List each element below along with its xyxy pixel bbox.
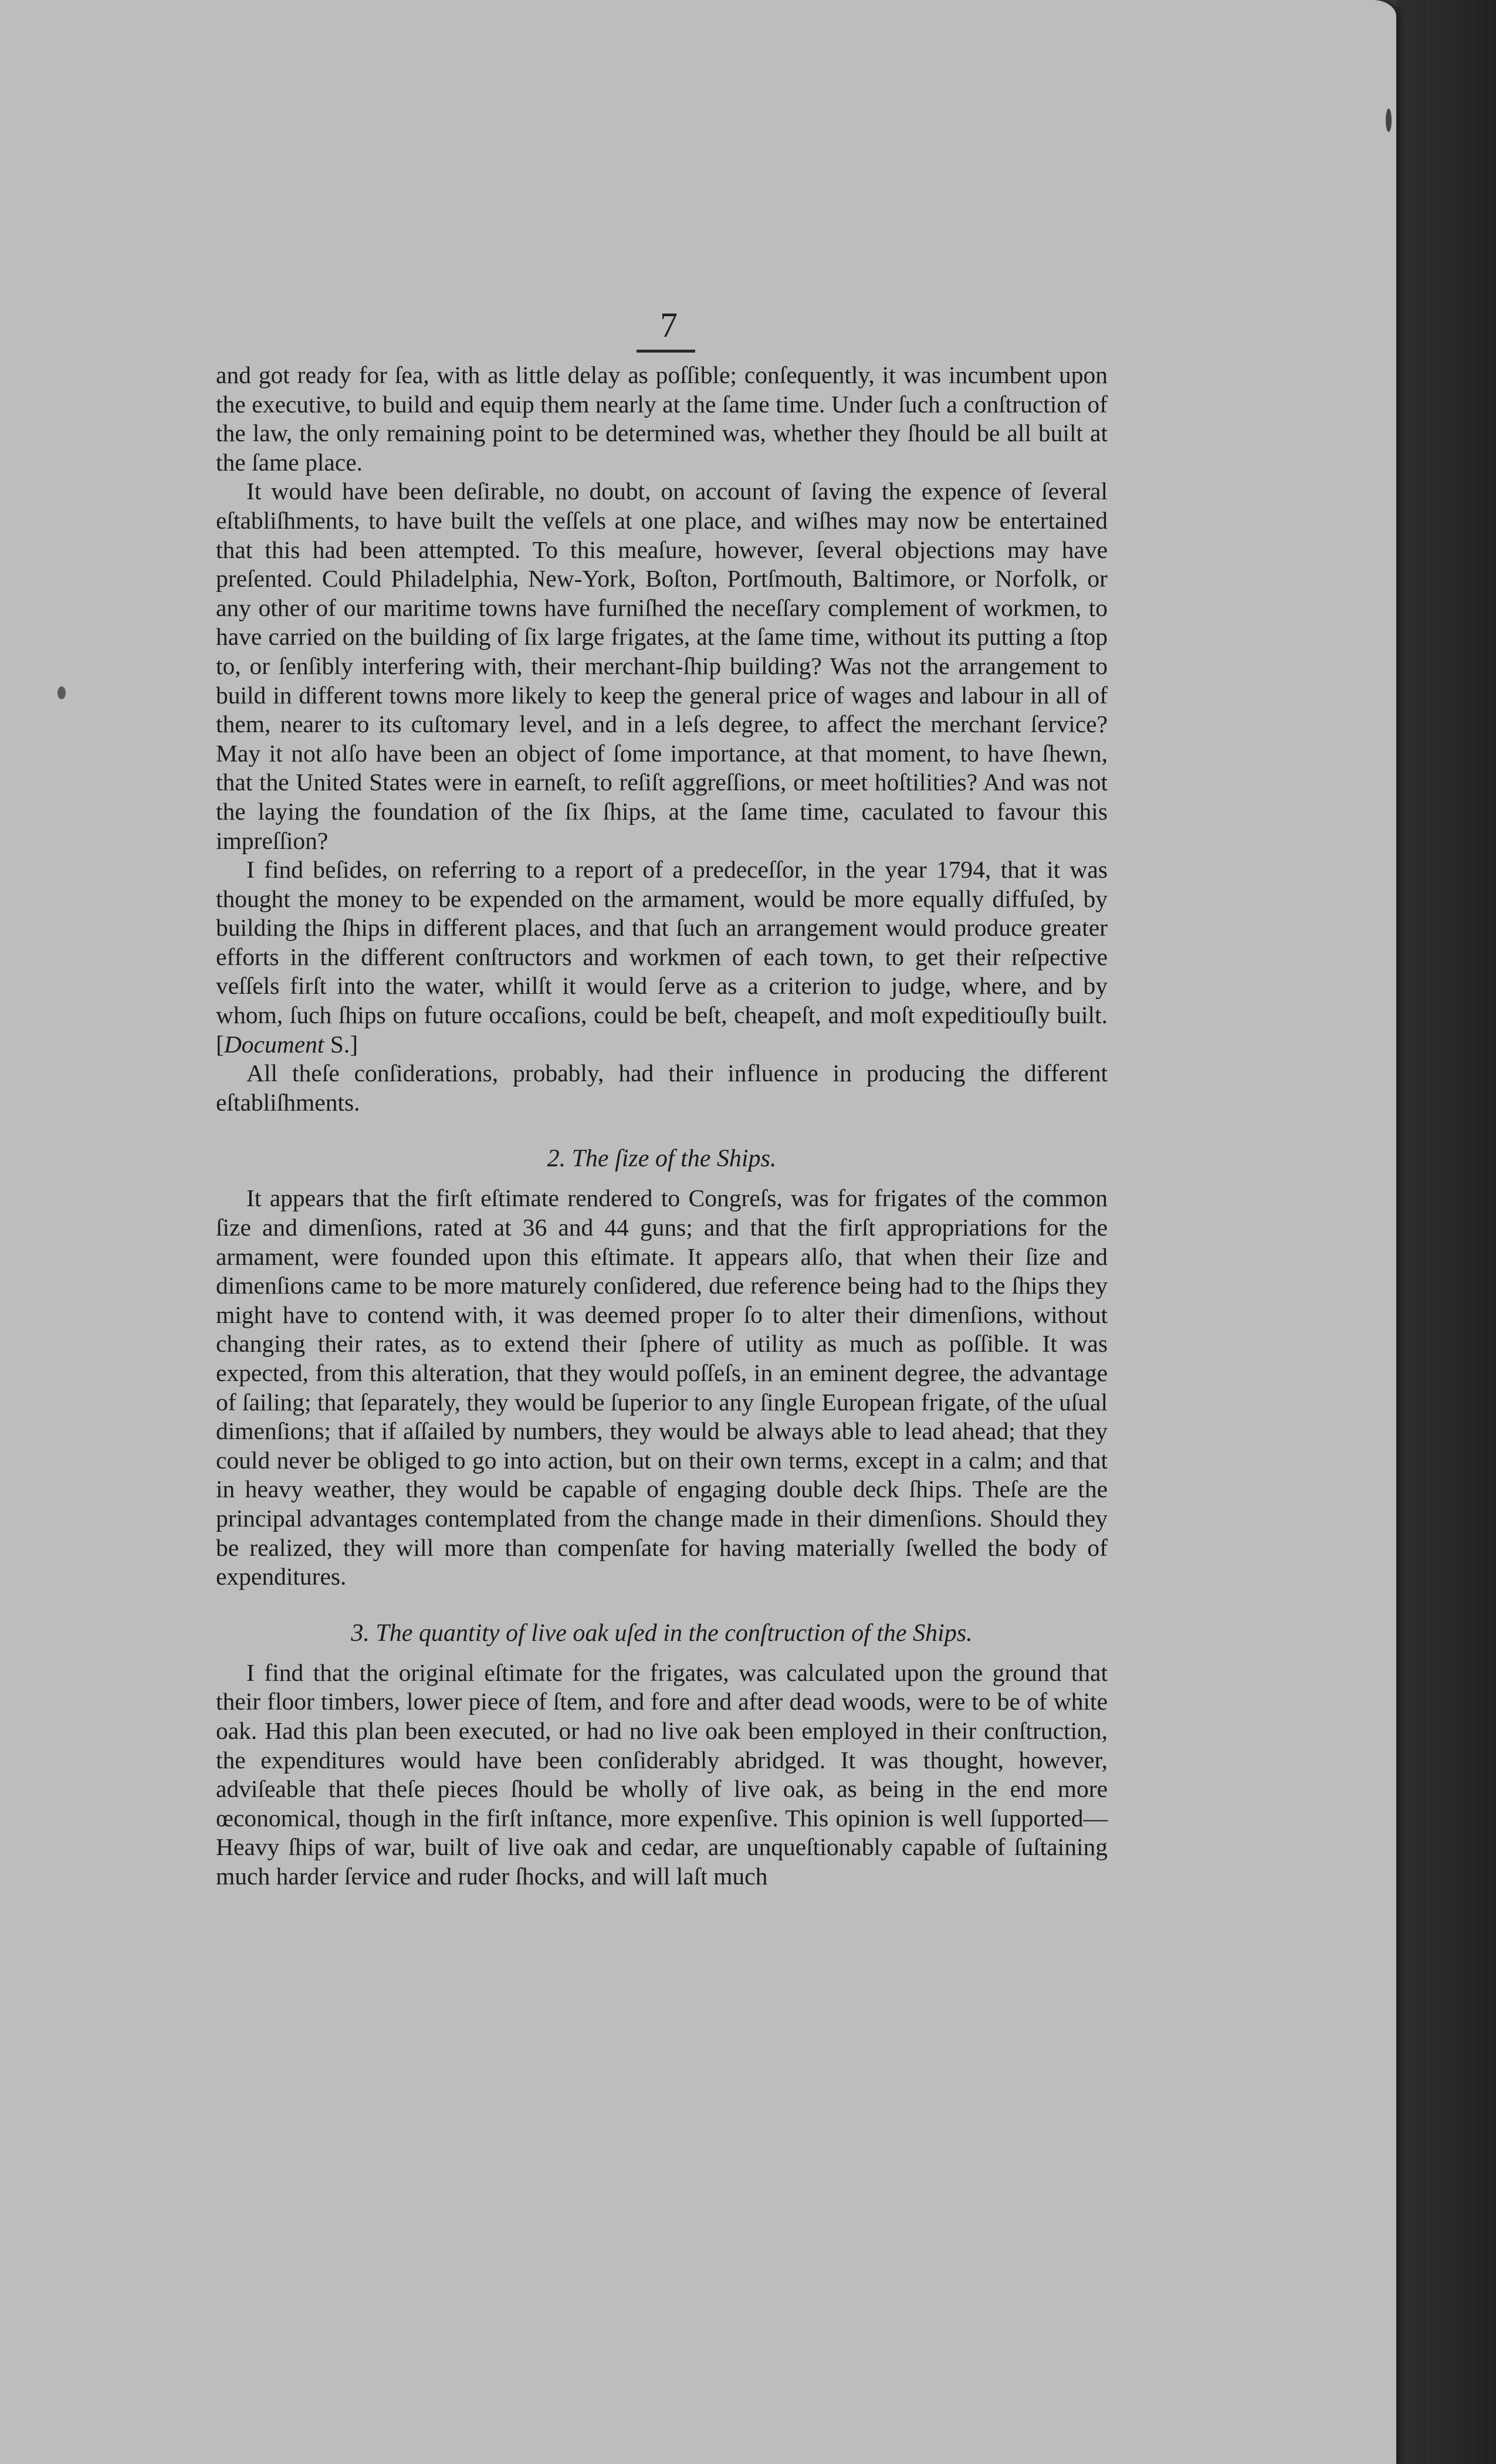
- ink-blot: [57, 686, 66, 699]
- document-body: [216, 361, 1108, 1891]
- scanner-background: [1396, 0, 1496, 2464]
- page-edge-mark: [1386, 109, 1392, 132]
- section-3-heading: 3. The quantity of live oak uſed in the conſtruction of the Ships.: [351, 1619, 973, 1647]
- page-number-rule: [637, 350, 695, 353]
- document-reference: Document: [224, 1030, 324, 1058]
- paragraph-4: All theſe conſiderations, probably, had their influence in producing the different eſtabliſhments.: [216, 1060, 1108, 1116]
- page-number: 7: [660, 306, 678, 344]
- paragraph-2: It would have been deſirable, no doubt, on account of ſaving the expence of ſeveral eſtabliſhments, to have built the veſſels at one place, and wiſhes may now be entertained that this had been attempted. To this meaſure, however, ſeveral objections may have preſented. Could Philadelphia, New-York, Boſton, Portſmouth, Baltimore, or Norfolk, or any other of our maritime towns have furniſhed the neceſſary complement of workmen, to have carried on the building of ſix large frigates, at the ſame time, without its putting a ſtop to, or ſenſibly interfering with, their merchant-ſhip building? Was not the arrangement to build in different towns more likely to keep the general price of wages and labour in all of them, nearer to its cuſtomary level, and in a leſs degree, to affect the merchant ſervice? May it not alſo have been an object of ſome importance, at that moment, to have ſhewn, that the United States were in earneſt, to reſiſt aggreſſions, or meet hoſtilities? And was not the laying the foundation of the ſix ſhips, at the ſame time, caculated to favour this impreſſion?: [216, 478, 1108, 854]
- paragraph-3: [216, 855, 1108, 1059]
- section-3-paragraph: I find that the original eſtimate for the frigates, was calculated upon the ground that their floor timbers, lower piece of ſtem, and fore and after dead woods, were to be of white oak. Had this plan been executed, or had no live oak been employed in their conſtruction, the expenditures would have been conſiderably abridged. It was thought, however, adviſeable that theſe pieces ſhould be wholly of live oak, as being in the end more œconomical, though in the firſt inſtance, more expenſive. This opinion is well ſupported—Heavy ſhips of war, built of live oak and cedar, are unqueſtionably capable of ſuſtaining much harder ſervice and ruder ſhocks, and will laſt much: [216, 1659, 1108, 1890]
- section-2-heading: 2. The ſize of the Ships.: [547, 1145, 777, 1173]
- paragraph-3-text: I find beſides, on referring to a report of a predeceſſor, in the year 1794, that it was thought the money to be expended on the armament, would be more equally diffuſed, by building the ſhips in different places, and that ſuch an arrangement would produce greater efforts in the different conſtructors and workmen of each town, to get their reſpective veſſels firſt into the water, whilſt it would ſerve as a criterion to judge, where, and by whom, ſuch ſhips on future occaſions, could be beſt, cheapeſt, and moſt expeditiouſly built. [: [216, 856, 1108, 1058]
- section-2-paragraph: It appears that the firſt eſtimate rendered to Congreſs, was for frigates of the common ſize and dimenſions, rated at 36 and 44 guns; and that the firſt appropriations for the armament, were founded upon this eſtimate. It appears alſo, that when their ſize and dimenſions came to be more maturely conſidered, due reference being had to the ſhips they might have to contend with, it was deemed proper ſo to alter their dimenſions, without changing their rates, as to extend their ſphere of utility as much as poſſible. It was expected, from this alteration, that they would poſſeſs, in an eminent degree, the advantage of ſailing; that ſeparately, they would be ſuperior to any ſingle European frigate, of the uſual dimenſions; that if aſſailed by numbers, they would be always able to lead ahead; that they could never be obliged to go into action, but on their own terms, except in a calm; and that in heavy weather, they would be capable of engaging double deck ſhips. Theſe are the principal advantages contemplated from the change made in their dimenſions. Should they be realized, they will more than compenſate for having materially ſwelled the body of expenditures.: [216, 1184, 1108, 1590]
- paragraph-1: and got ready for ſea, with as little delay as poſſible; conſequently, it was incumbent upon the executive, to build and equip them nearly at the ſame time. Under ſuch a conſtruction of the law, the only remaining point to be determined was, whether they ſhould be all built at the ſame place.: [216, 361, 1108, 476]
- paragraph-3-end: S.]: [324, 1030, 358, 1058]
